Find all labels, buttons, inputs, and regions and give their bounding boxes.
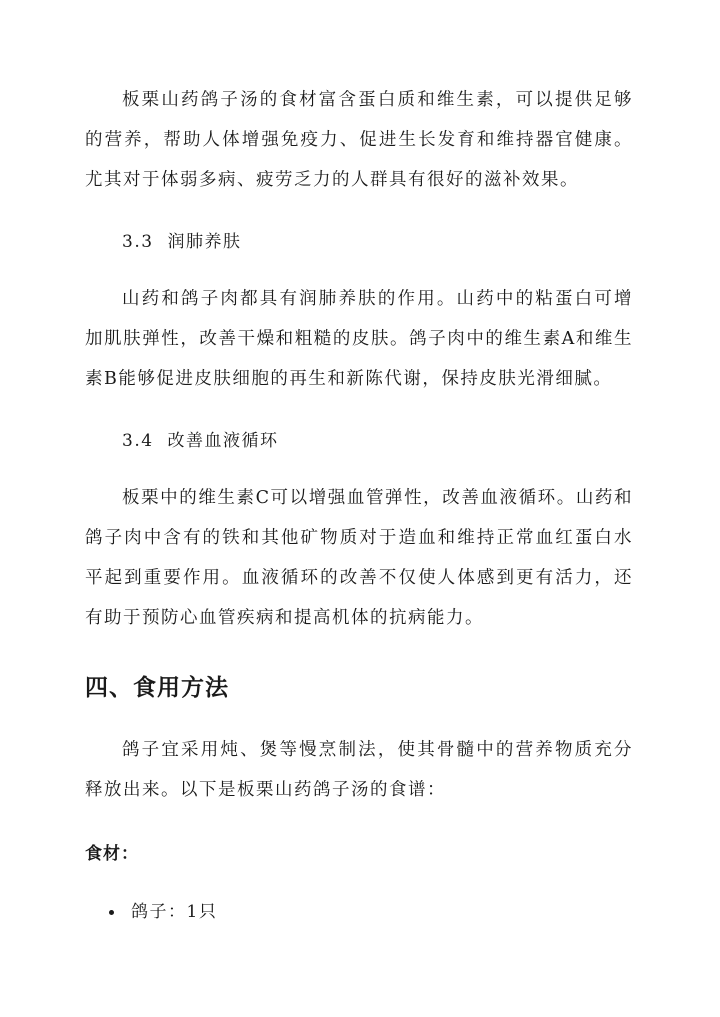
- list-item: [85, 898, 217, 926]
- section-number: 3.3: [122, 232, 154, 252]
- bullet-icon: [109, 910, 114, 915]
- ingredient-list: [85, 898, 217, 926]
- section-heading-3-4: [122, 429, 279, 453]
- heading-usage-method: 四、食用方法: [85, 675, 229, 701]
- section-title: 改善血液循环: [167, 431, 279, 451]
- paragraph-nutrition: 板栗山药鸽子汤的食材富含蛋白质和维生素，可以提供足够的营养，帮助人体增强免疫力、促进生长发育和维持器官健康。尤其对于体弱多病、疲劳乏力的人群具有很好的滋补效果。: [85, 90, 633, 190]
- section-title: 润肺养肤: [167, 232, 242, 252]
- section-heading-3-3: [122, 230, 242, 254]
- section-number: 3.4: [122, 431, 154, 451]
- paragraph-cooking-intro: 鸽子宜采用炖、煲等慢烹制法，使其骨髓中的营养物质充分释放出来。以下是板栗山药鸽子汤的食谱：: [85, 740, 633, 800]
- heading-ingredients: 食材：: [85, 844, 139, 864]
- paragraph-lung-skin: 山药和鸽子肉都具有润肺养肤的作用。山药中的粘蛋白可增加肌肤弹性，改善干燥和粗糙的皮肤。鸽子肉中的维生素A和维生素B能够促进皮肤细胞的再生和新陈代谢，保持皮肤光滑细腻。: [85, 289, 633, 389]
- paragraph-circulation: 板栗中的维生素C可以增强血管弹性，改善血液循环。山药和鸽子肉中含有的铁和其他矿物质对于造血和维持正常血红蛋白水平起到重要作用。血液循环的改善不仅使人体感到更有活力，还有助于预防心血管疾病和提高机体的抗病能力。: [85, 488, 633, 628]
- ingredient-text: 鸽子：1只: [131, 902, 218, 922]
